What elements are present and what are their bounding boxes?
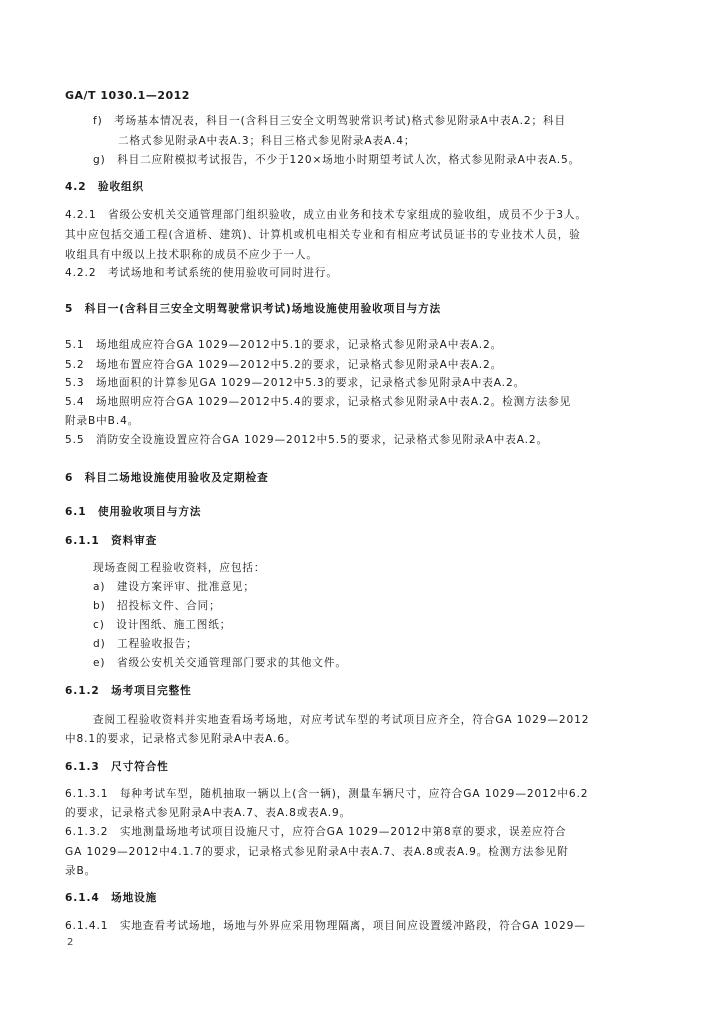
paragraph-6-1-3-1: 6.1.3.1 每种考试车型，随机抽取一辆以上(含一辆)，测量车辆尺寸，应符合GA 1029—2012中6.2	[65, 788, 589, 800]
paragraph-4-2-1-line3: 收组具有中级以上技术职称的成员不应少于一人。	[65, 249, 318, 261]
list-item-a: a) 建设方案评审、批准意见；	[93, 581, 255, 593]
paragraph-6-1-2: 查阅工程验收资料并实地查看场考场地，对应考试车型的考试项目应齐全，符合GA 1029—2012	[93, 714, 590, 726]
paragraph-6-1-3-2: 6.1.3.2 实地测量场地考试项目设施尺寸，应符合GA 1029—2012中第8章的要求，误差应符合	[65, 826, 567, 838]
section-heading-6-1-4: 6.1.4 场地设施	[65, 892, 158, 904]
section-heading-6-1-1: 6.1.1 资料审查	[65, 535, 158, 547]
section-heading-6-1-2: 6.1.2 场考项目完整性	[65, 685, 192, 697]
paragraph-5-2: 5.2 场地布置应符合GA 1029—2012中5.2的要求，记录格式参见附录A中表A.2。	[65, 359, 503, 371]
chapter-heading-5: 5 科目一(含科目三安全文明驾驶常识考试)场地设施使用验收项目与方法	[65, 303, 442, 315]
list-item-f: f) 考场基本情况表，科目一(含科目三安全文明驾驶常识考试)格式参见附录A中表A.2；科目	[93, 115, 567, 127]
document-number-header: GA/T 1030.1—2012	[65, 89, 190, 102]
paragraph-5-5: 5.5 消防安全设施设置应符合GA 1029—2012中5.5的要求，记录格式参见附录A中表A.2。	[65, 434, 549, 446]
paragraph-6-1-3-2-line3: 录B。	[65, 865, 97, 877]
section-heading-4-2: 4.2 验收组织	[65, 181, 144, 193]
paragraph-5-4-line2: 附录B中B.4。	[65, 415, 140, 427]
section-heading-6-1-3: 6.1.3 尺寸符合性	[65, 761, 169, 773]
list-item-b: b) 招投标文件、合同；	[93, 600, 221, 612]
list-item-c: c) 设计图纸、施工图纸；	[93, 619, 232, 631]
paragraph-6-1-3-2-line2: GA 1029—2012中4.1.7的要求，记录格式参见附录A中表A.7、表A.8或表A.9。检测方法参见附	[65, 846, 569, 858]
paragraph-6-1-3-1-line2: 的要求，记录格式参见附录A中表A.7、表A.8或表A.9。	[65, 807, 352, 819]
paragraph-6-1-4-1: 6.1.4.1 实地查看考试场地，场地与外界应采用物理隔离，项目间应设置缓冲路段，符合GA 1029—	[65, 920, 586, 932]
list-item-g: g) 科目二应附模拟考试报告，不少于120×场地小时期望考试人次，格式参见附录A中表A.5。	[93, 154, 581, 166]
paragraph-4-2-1-line2: 其中应包括交通工程(含道桥、建筑)、计算机或机电相关专业和有相应考试员证书的专业技术人员，验	[65, 229, 581, 241]
paragraph-6-1-1-intro: 现场查阅工程验收资料，应包括：	[93, 562, 266, 574]
page-number: 2	[67, 937, 75, 948]
chapter-heading-6: 6 科目二场地设施使用验收及定期检查	[65, 472, 269, 484]
list-item-d: d) 工程验收报告；	[93, 638, 198, 650]
paragraph-5-1: 5.1 场地组成应符合GA 1029—2012中5.1的要求，记录格式参见附录A中表A.2。	[65, 339, 503, 351]
paragraph-4-2-2: 4.2.2 考试场地和考试系统的使用验收可同时进行。	[65, 267, 338, 279]
paragraph-4-2-1: 4.2.1 省级公安机关交通管理部门组织验收，成立由业务和技术专家组成的验收组，成员不少于3人。	[65, 209, 587, 221]
paragraph-5-4: 5.4 场地照明应符合GA 1029—2012中5.4的要求，记录格式参见附录A中表A.2。检测方法参见	[65, 396, 572, 408]
paragraph-5-3: 5.3 场地面积的计算参见GA 1029—2012中5.3的要求，记录格式参见附录A中表A.2。	[65, 377, 526, 389]
section-heading-6-1: 6.1 使用验收项目与方法	[65, 506, 202, 518]
list-item-f-continued: 二格式参见附录A中表A.3；科目三格式参见附录A表A.4；	[118, 135, 416, 147]
paragraph-6-1-2-line2: 中8.1的要求，记录格式参见附录A中表A.6。	[65, 733, 297, 745]
list-item-e: e) 省级公安机关交通管理部门要求的其他文件。	[93, 657, 347, 669]
